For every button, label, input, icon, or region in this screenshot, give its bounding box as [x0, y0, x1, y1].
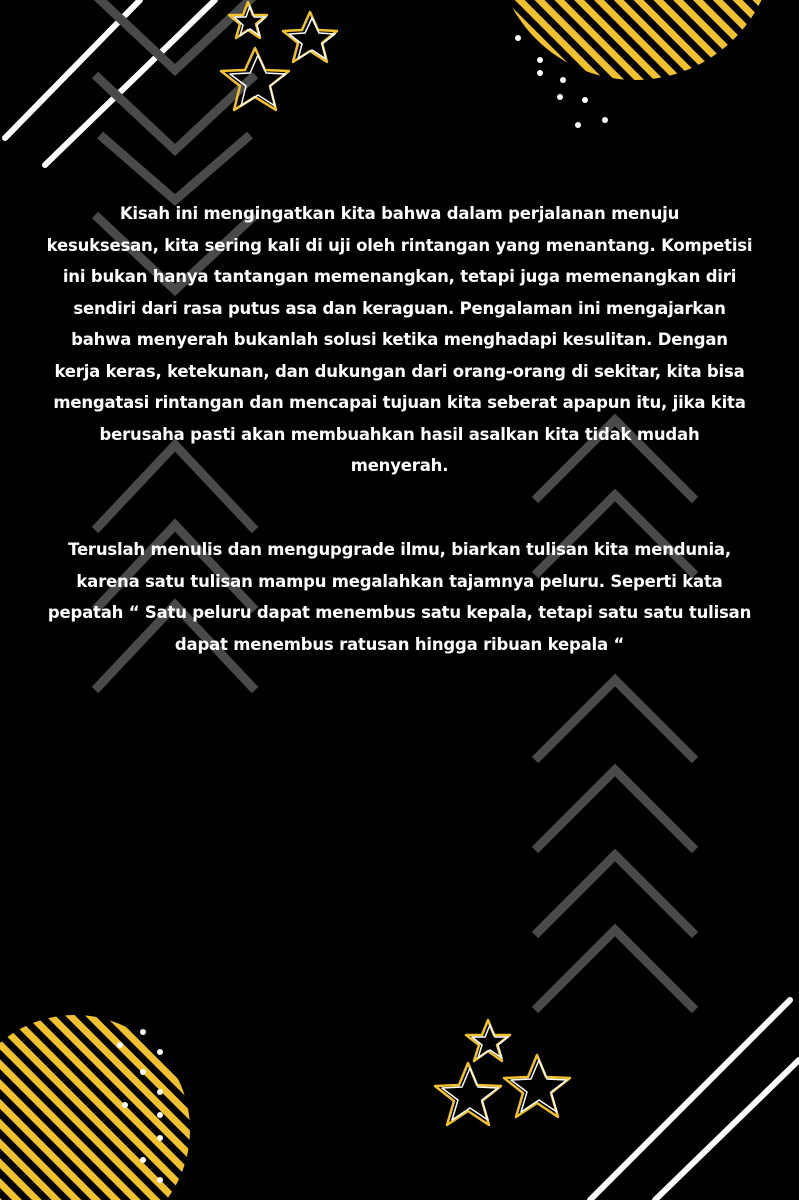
text-line: menyerah.	[350, 456, 449, 475]
text-line: dapat menembus ratusan hingga ribuan kepala “	[174, 634, 625, 654]
striped-circle-top-right	[480, 0, 799, 100]
text-line: karena satu tulisan mampu megalahkan tajamnya peluru. Seperti kata	[76, 571, 723, 591]
text-line: Kisah ini mengingatkan kita bahwa dalam perjalanan menuju	[119, 204, 680, 223]
diagonal-lines-bottom-right	[590, 1000, 799, 1200]
striped-circle-bottom-left	[0, 1000, 200, 1200]
text-line: ini bukan hanya tantangan memenangkan, tetapi juga memenangkan diri	[62, 267, 737, 286]
star-icon	[442, 1025, 567, 1120]
chevron-group-right	[535, 420, 695, 1010]
text-line: pepatah “ Satu peluru dapat menembus satu kepala, tetapi satu satu tulisan	[47, 603, 752, 622]
paragraph-motivation	[28, 534, 771, 660]
text-line: kesuksesan, kita sering kali di uji oleh rintangan yang menantang. Kompetisi	[46, 235, 753, 255]
text-line: kerja keras, ketekunan, dan dukungan dari orang-orang di sekitar, kita bisa	[54, 361, 745, 381]
paragraph-reflection	[28, 198, 771, 482]
text-line: berusaha pasti akan membuahkan hasil asalkan kita tidak mudah	[99, 424, 700, 444]
text-line: Teruslah menulis dan mengupgrade ilmu, biarkan tulisan kita mendunia,	[68, 540, 731, 559]
text-line: mengatasi rintangan dan mencapai tujuan kita seberat apapun itu, jika kita	[53, 393, 746, 412]
text-line: bahwa menyerah bukanlah solusi ketika menghadapi kesulitan. Dengan	[71, 330, 728, 349]
star-icon	[221, 2, 337, 110]
text-line: sendiri dari rasa putus asa dan keraguan. Pengalaman ini mengajarkan	[73, 298, 726, 318]
